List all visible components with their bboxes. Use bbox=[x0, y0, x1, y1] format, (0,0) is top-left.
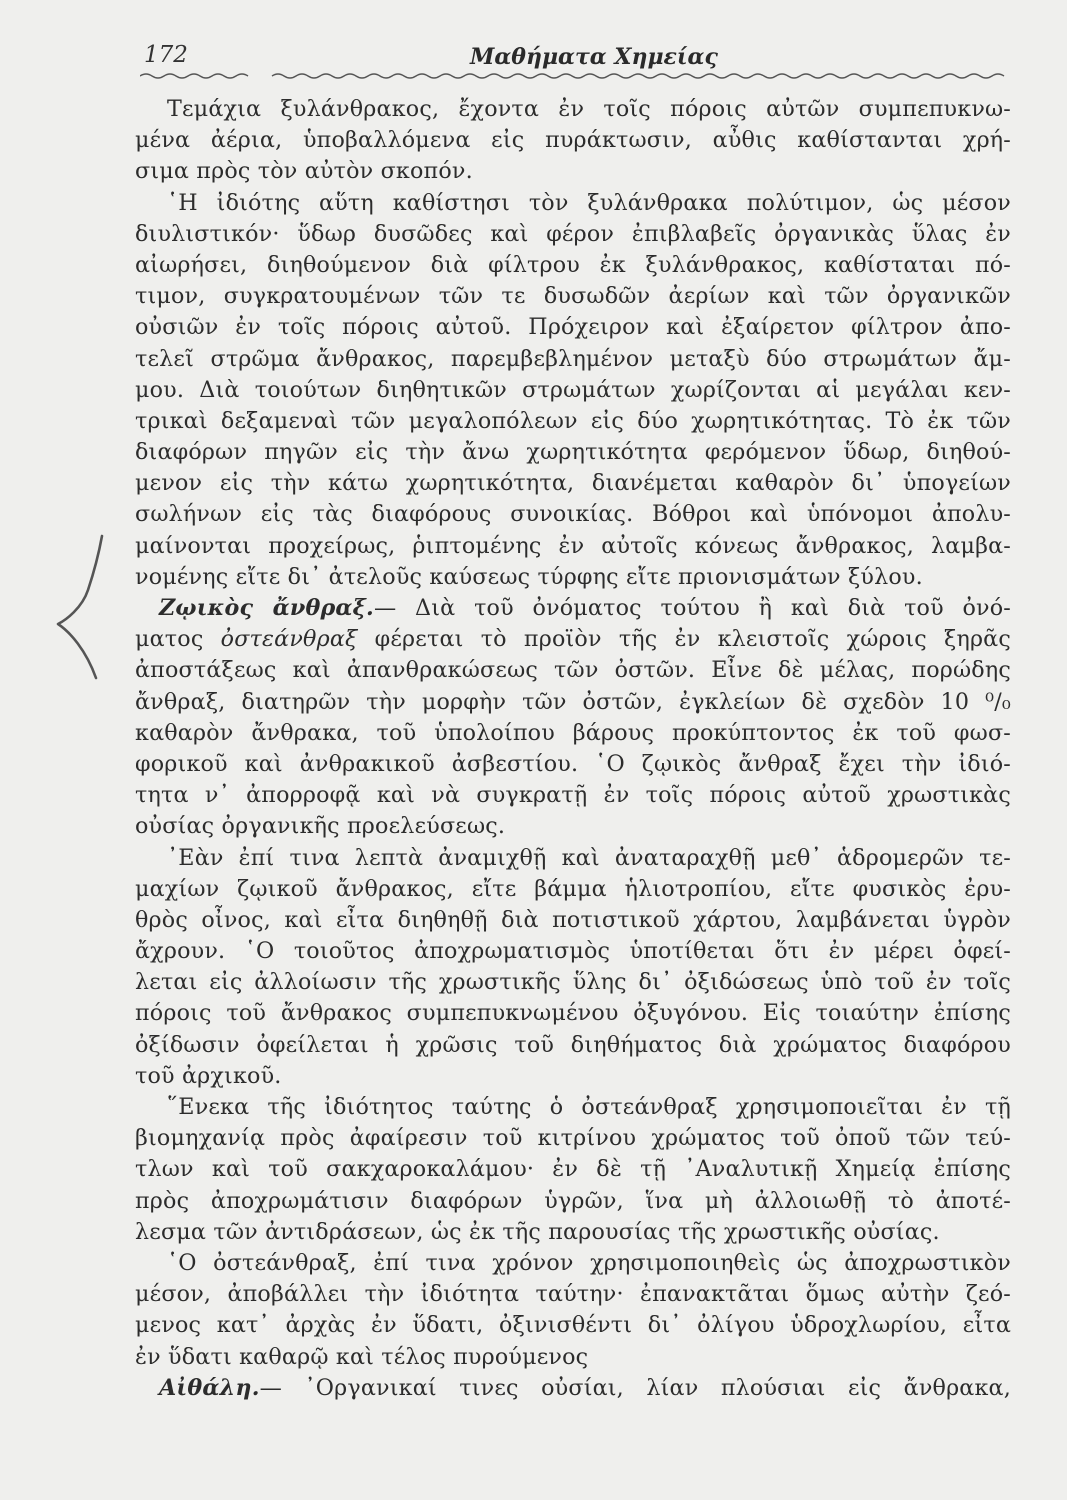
body-text bbox=[135, 94, 1011, 1404]
text-line: μου. Διὰ τοιούτων διηθητικῶν στρωμάτων χωρίζονται αἱ μεγάλαι κεν- bbox=[135, 376, 1011, 403]
text-line: καθαρὸν ἄνθρακα, τοῦ ὑπολοίπου βάρους προκύπτοντος ἐκ τοῦ φωσ- bbox=[135, 719, 1011, 746]
text-line: οὐσίας ὀργανικῆς προελεύσεως. bbox=[135, 813, 506, 840]
text-line: διαφόρων πηγῶν εἰς τὴν ἄνω χωρητικότητα φερόμενον ὕδωρ, διηθού- bbox=[135, 439, 1011, 466]
text-line: ἄνθραξ, διατηρῶν τὴν μορφὴν τῶν ὀστῶν, ἐγκλείων δὲ σχεδὸν 10 ⁰/₀ bbox=[135, 688, 1011, 715]
text-line: μένα ἀέρια, ὑποβαλλόμενα εἰς πυράκτωσιν, αὖθις καθίστανται χρή- bbox=[135, 127, 1011, 154]
text-line: σιμα πρὸς τὸν αὐτὸν σκοπόν. bbox=[135, 158, 473, 185]
text-line: Τεμάχια ξυλάνθρακος, ἔχοντα ἐν τοῖς πόροις αὐτῶν συμπεπυκνω- bbox=[167, 96, 1011, 122]
text-line: θρὸς οἶνος, καὶ εἶτα διηθηθῇ διὰ ποτιστικοῦ χάρτου, λαμβάνεται ὑγρὸν bbox=[135, 906, 1011, 933]
text-line: τελεῖ στρῶμα ἄνθρακος, παρεμβεβλημένον μεταξὺ δύο στρωμάτων ἄμ- bbox=[135, 345, 1011, 372]
page-number: 172 bbox=[144, 42, 188, 68]
text-line: ἀποστάξεως καὶ ἀπανθρακώσεως τῶν ὀστῶν. Εἶνε δὲ μέλας, πορώδης bbox=[135, 657, 1011, 684]
section-heading-line bbox=[135, 593, 1011, 624]
text-line: τλων καὶ τοῦ σακχαροκαλάμου· ἐν δὲ τῇ ᾿Αναλυτικῇ Χημείᾳ ἐπίσης bbox=[135, 1156, 1011, 1183]
text-line: τοῦ ἀρχικοῦ. bbox=[135, 1062, 282, 1089]
text-line: ᾿Εὰν ἐπί τινα λεπτὰ ἀναμιχθῇ καὶ ἀναταραχθῇ μεθ᾿ ἁδρομερῶν τε- bbox=[167, 844, 1011, 871]
text-line: βιομηχανίᾳ πρὸς ἀφαίρεσιν τοῦ κιτρίνου χρώματος τοῦ ὀποῦ τῶν τεύ- bbox=[135, 1125, 1011, 1152]
text-line: λεται εἰς ἀλλοίωσιν τῆς χρωστικῆς ὕλης δι᾿ ὀξιδώσεως ὑπὸ τοῦ ἐν τοῖς bbox=[135, 969, 1011, 996]
text-line: πόροις τοῦ ἄνθρακος συμπεπυκνωμένου ὀξυγόνου. Εἰς τοιαύτην ἐπίσης bbox=[135, 1000, 1011, 1027]
text-line: νομένης εἴτε δι᾿ ἀτελοῦς καύσεως τύρφης εἴτε πριονισμάτων ξύλου. bbox=[135, 563, 923, 590]
text-line: πρὸς ἀποχρωμάτισιν διαφόρων ὑγρῶν, ἵνα μὴ ἀλλοιωθῇ τὸ ἀποτέ- bbox=[135, 1187, 1011, 1214]
section-heading: Ζῳικὸς ἄνθραξ. bbox=[159, 595, 374, 621]
text-line: τητα ν᾿ ἀπορροφᾷ καὶ νὰ συγκρατῇ ἐν τοῖς πόροις αὐτοῦ χρωστικὰς bbox=[135, 782, 1011, 809]
text-line: ἐν ὕδατι καθαρῷ καὶ τέλος πυρούμενος bbox=[135, 1343, 589, 1370]
text-line: διυλιστικόν· ὕδωρ δυσῶδες καὶ φέρον ἐπιβλαβεῖς ὀργανικὰς ὕλας ἐν bbox=[135, 220, 1011, 247]
text-line: μενος κατ᾿ ἀρχὰς ἐν ὕδατι, ὀξινισθέντι δι᾿ ὀλίγου ὑδροχλωρίου, εἶτα bbox=[135, 1312, 1011, 1339]
header-wavy-rule bbox=[140, 70, 1010, 82]
text-line: μαίνονται προχείρως, ῥιπτομένης ἐν αὐτοῖς κόνεως ἄνθρακος, λαμβα- bbox=[135, 532, 1011, 559]
italic-term: ὀστεάνθραξ bbox=[220, 626, 358, 653]
text-line: τιμον, συγκρατουμένων τῶν τε δυσωδῶν ἀερίων καὶ τῶν ὀργανικῶν bbox=[135, 283, 1011, 310]
text-line: μαχίων ζῳικοῦ ἄνθρακος, εἴτε βάμμα ἡλιοτροπίου, εἴτε φυσικὸς ἐρυ- bbox=[135, 875, 1011, 902]
text-line: ῾Ο ὀστεάνθραξ, ἐπί τινα χρόνον χρησιμοποιηθεὶς ὡς ἀποχρωστικὸν bbox=[167, 1249, 1011, 1276]
text-line: μενον εἰς τὴν κάτω χωρητικότητα, διανέμεται καθαρὸν δι᾿ ὑπογείων bbox=[135, 470, 1011, 497]
running-title: Μαθήματα Χημείας bbox=[470, 44, 718, 70]
text-line: ῾Η ἰδιότης αὕτη καθίστησι τὸν ξυλάνθρακα πολύτιμον, ὡς μέσον bbox=[167, 189, 1011, 216]
text-line: οὐσιῶν ἐν τοῖς πόροις αὐτοῦ. Πρόχειρον καὶ ἐξαίρετον φίλτρον ἀπο- bbox=[135, 314, 1011, 341]
text-line: τρικαὶ δεξαμεναὶ τῶν μεγαλοπόλεων εἰς δύο χωρητικότητας. Τὸ ἐκ τῶν bbox=[135, 407, 1011, 434]
text-line: ἄχρουν. ῾Ο τοιοῦτος ἀποχρωματισμὸς ὑποτίθεται ὅτι ἐν μέρει ὀφεί- bbox=[135, 938, 1011, 965]
text-line: ματος ὀστεάνθραξ φέρεται τὸ προϊὸν τῆς ἐν κλειστοῖς χώροις ξηρᾶς bbox=[135, 626, 1011, 653]
handwritten-check-mark-icon bbox=[52, 528, 112, 688]
text-line: λεσμα τῶν ἀντιδράσεων, ὡς ἐκ τῆς παρουσίας τῆς χρωστικῆς οὐσίας. bbox=[135, 1218, 940, 1245]
section-heading-rest: — ᾿Οργανικαί τινες οὐσίαι, λίαν πλούσιαι εἰς ἄνθρακα, bbox=[259, 1374, 1011, 1401]
section-heading: Αἰθάλη. bbox=[159, 1374, 260, 1401]
text-line: μέσον, ἀποβάλλει τὴν ἰδιότητα ταύτην· ἐπανακτᾶται ὅμως αὐτὴν ζεό- bbox=[135, 1281, 1011, 1308]
text-line: σωλήνων εἰς τὰς διαφόρους συνοικίας. Βόθροι καὶ ὑπόνομοι ἀπολυ- bbox=[135, 501, 1011, 528]
section-heading-line bbox=[135, 1373, 1011, 1404]
section-heading-rest: — Διὰ τοῦ ὀνόματος τούτου ἢ καὶ διὰ τοῦ ὀνό- bbox=[373, 595, 1012, 621]
text-line: ῞Ενεκα τῆς ἰδιότητος ταύτης ὁ ὀστεάνθραξ χρησιμοποιεῖται ἐν τῇ bbox=[167, 1094, 1011, 1120]
text-line: αἰωρήσει, διηθούμενον διὰ φίλτρου ἐκ ξυλάνθρακος, καθίσταται πό- bbox=[135, 251, 1011, 278]
text-line: φορικοῦ καὶ ἀνθρακικοῦ ἀσβεστίου. ῾Ο ζῳικὸς ἄνθραξ ἔχει τὴν ἰδιό- bbox=[135, 750, 1011, 777]
text-line: ὀξίδωσιν ὀφείλεται ἡ χρῶσις τοῦ διηθήματος διὰ χρώματος διαφόρου bbox=[135, 1031, 1011, 1058]
